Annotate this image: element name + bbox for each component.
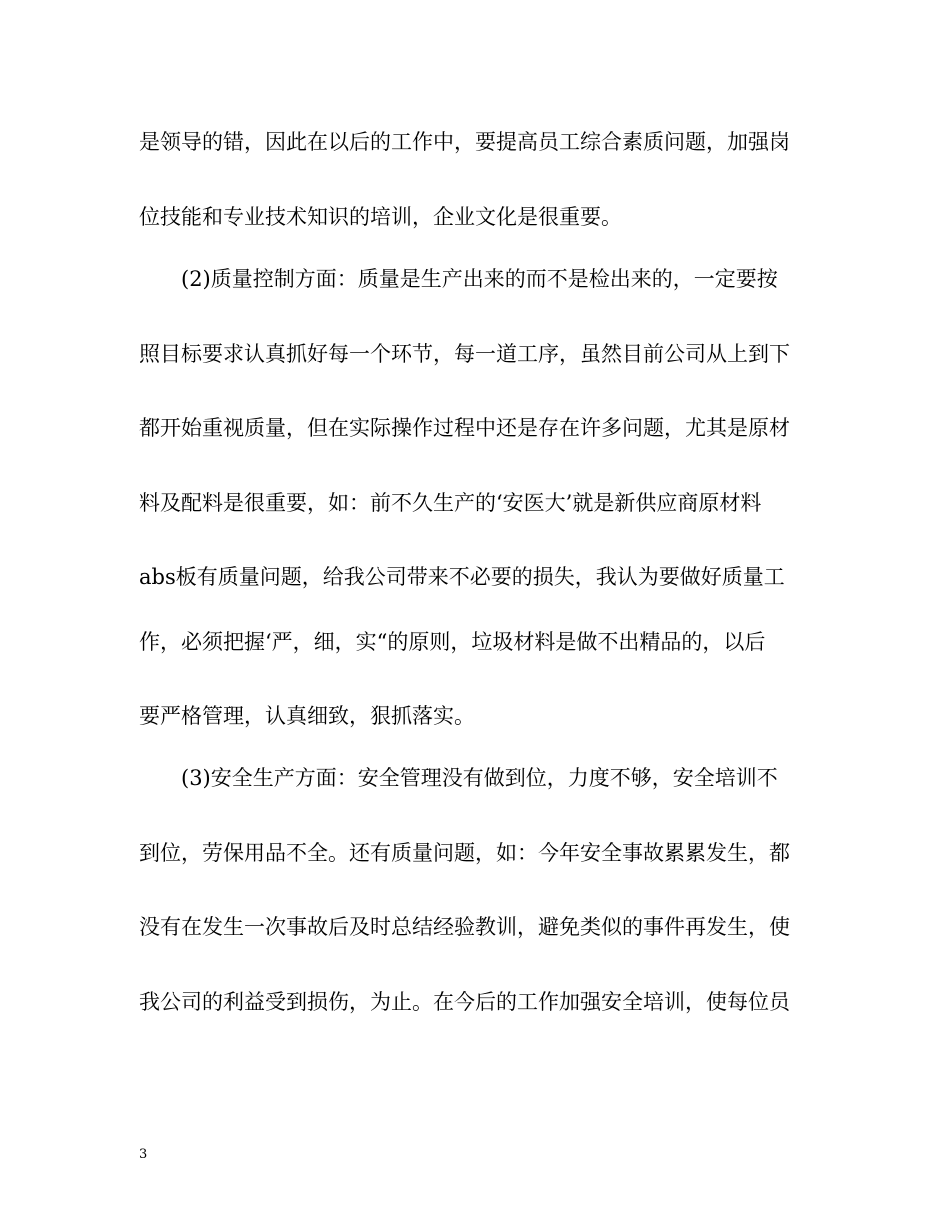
body-text-line: 到位，劳保用品不全。还有质量问题，如：今年安全事故累累发生，都 bbox=[139, 841, 790, 865]
body-text-line: 位技能和专业技术知识的培训，企业文化是很重要。 bbox=[139, 205, 622, 229]
body-text-line: (3)安全生产方面：安全管理没有做到位，力度不够，安全培训不 bbox=[139, 766, 778, 790]
body-text-line: 是领导的错，因此在以后的工作中，要提高员工综合素质问题，加强岗 bbox=[139, 130, 790, 154]
body-text-line: 要严格管理，认真细致，狠抓落实。 bbox=[139, 704, 475, 728]
page-number: 3 bbox=[139, 1147, 148, 1162]
body-text-line: 料及配料是很重要，如：前不久生产的‘安医大’就是新供应商原材料 bbox=[139, 491, 762, 515]
body-text-line: 我公司的利益受到损伤，为止。在今后的工作加强安全培训，使每位员 bbox=[139, 990, 790, 1014]
body-text-line: 没有在发生一次事故后及时总结经验教训，避免类似的事件再发生，使 bbox=[139, 915, 790, 939]
body-text-line: 照目标要求认真抓好每一个环节，每一道工序，虽然目前公司从上到下 bbox=[139, 342, 790, 366]
body-text-line: (2)质量控制方面：质量是生产出来的而不是检出来的，一定要按 bbox=[139, 267, 778, 291]
body-text-line: 作，必须把握‘严，细，实“的原则，垃圾材料是做不出精品的，以后 bbox=[139, 630, 766, 654]
body-text-line: abs板有质量问题，给我公司带来不必要的损失，我认为要做好质量工 bbox=[139, 565, 785, 589]
body-text-line: 都开始重视质量，但在实际操作过程中还是存在许多问题，尤其是原材 bbox=[139, 416, 790, 440]
